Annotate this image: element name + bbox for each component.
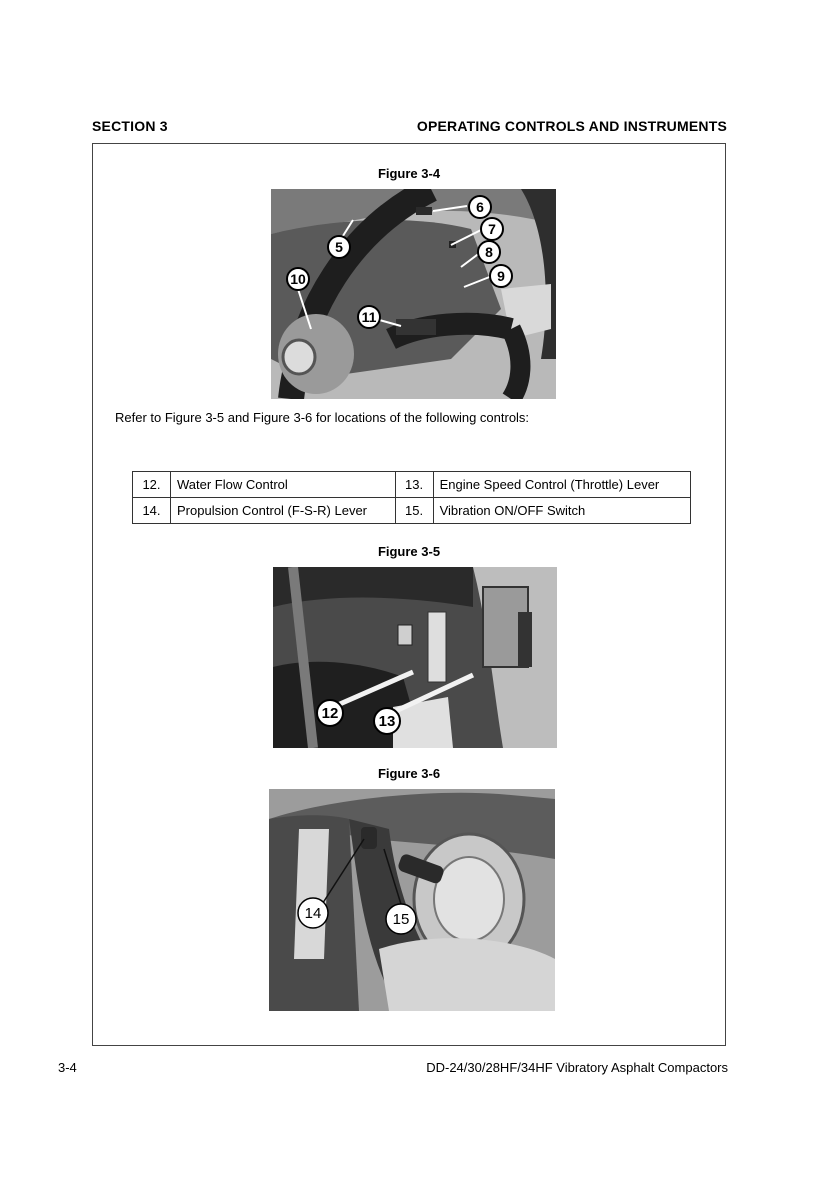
control-number: 13. xyxy=(395,472,433,498)
figure-3-6-callout: 15 xyxy=(392,911,410,928)
figure-3-4-callout: 11 xyxy=(361,309,377,325)
figure-3-4-callout: 5 xyxy=(335,239,343,255)
control-number: 14. xyxy=(133,498,171,524)
page-number: 3-4 xyxy=(58,1060,77,1075)
intro-text: Refer to Figure 3-5 and Figure 3-6 for locations of the following controls: xyxy=(115,410,530,425)
control-label: Water Flow Control xyxy=(171,472,396,498)
figure-3-5-photo xyxy=(273,567,557,748)
figure-3-4-callout: 7 xyxy=(488,221,496,237)
figure-3-4-callout: 6 xyxy=(476,199,484,215)
controls-table xyxy=(132,471,691,524)
figure-3-4-caption: Figure 3-4 xyxy=(377,166,441,181)
figure-3-6-photo xyxy=(269,789,555,1011)
figure-3-6-caption: Figure 3-6 xyxy=(377,766,441,781)
section-label: SECTION 3 xyxy=(92,118,168,134)
control-label: Propulsion Control (F-S-R) Lever xyxy=(171,498,396,524)
figure-3-4-photo xyxy=(271,189,556,399)
table-row xyxy=(133,498,691,524)
section-title: OPERATING CONTROLS AND INSTRUMENTS xyxy=(416,118,727,134)
control-label: Engine Speed Control (Throttle) Lever xyxy=(433,472,690,498)
figure-3-6-callout: 14 xyxy=(304,905,322,922)
content-frame xyxy=(92,143,726,1046)
control-number: 15. xyxy=(395,498,433,524)
table-row xyxy=(133,472,691,498)
manual-title: DD-24/30/28HF/34HF Vibratory Asphalt Compactors xyxy=(426,1060,728,1075)
figure-3-4-callout: 10 xyxy=(290,271,306,287)
control-label: Vibration ON/OFF Switch xyxy=(433,498,690,524)
figure-3-5-callout: 13 xyxy=(378,713,396,730)
control-number: 12. xyxy=(133,472,171,498)
figure-3-5-caption: Figure 3-5 xyxy=(377,544,441,559)
figure-3-4-callout: 8 xyxy=(485,244,493,260)
figure-3-5-callout: 12 xyxy=(321,705,339,722)
figure-3-4-callout: 9 xyxy=(497,268,505,284)
